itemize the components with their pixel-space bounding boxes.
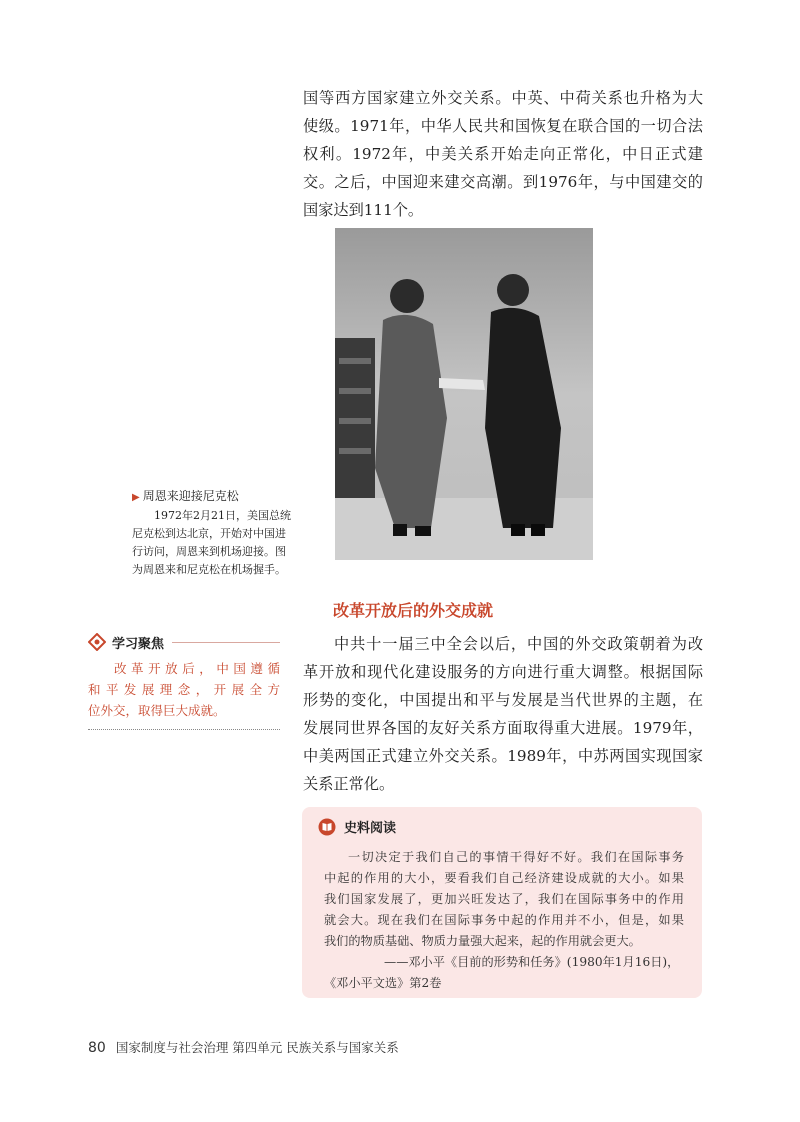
text-line: 中共十一届三中全会以后，中国的外交政策朝着为改 — [334, 635, 703, 653]
caption-body — [132, 507, 312, 579]
photo-caption — [132, 487, 312, 579]
study-focus-box — [88, 632, 280, 730]
dotted-divider — [88, 729, 280, 730]
header-rule — [172, 642, 280, 643]
caption-title-text: 周恩来迎接尼克松 — [142, 489, 239, 503]
quote-line: 我们国家发展了，更加兴旺发达了，我们在国际事务中的作用 — [324, 892, 684, 906]
quote-line: 就会大。现在我们在国际事务中起的作用并不小，但是，如果 — [324, 913, 684, 927]
quote-line: 一切决定于我们自己的事情干得好不好。我们在国际事务 — [348, 850, 684, 864]
caption-line: 为周恩来和尼克松在机场握手。 — [132, 563, 286, 576]
text-line: 国等西方国家建立外交关系。中英、中荷关系也升格为大 — [303, 89, 703, 107]
photo-illustration — [335, 228, 593, 560]
caption-line: 行访问，周恩来到机场迎接。图 — [132, 545, 286, 558]
study-focus-text — [88, 658, 280, 721]
main-paragraph — [303, 630, 703, 798]
quote-source: ——邓小平《目前的形势和任务》(1980年1月16日)， — [384, 955, 680, 969]
focus-line: 位外交，取得巨大成就。 — [88, 703, 226, 718]
text-line: 权利。1972年，中美关系开始走向正常化，中日正式建 — [303, 145, 703, 163]
intro-paragraph — [303, 84, 703, 224]
page-footer — [88, 1038, 399, 1056]
text-line: 使级。1971年，中华人民共和国恢复在联合国的一切合法 — [303, 117, 703, 135]
text-line: 关系正常化。 — [303, 775, 395, 793]
reading-label: 史料阅读 — [344, 821, 397, 836]
footer-text: 国家制度与社会治理 第四单元 民族关系与国家关系 — [115, 1040, 399, 1055]
quote-source-book: 《邓小平文选》第2卷 — [324, 976, 442, 990]
triangle-marker-icon: ▶ — [132, 492, 140, 503]
caption-line: 1972年2月21日，美国总统 — [154, 509, 291, 522]
book-icon — [318, 818, 336, 836]
study-focus-header — [88, 632, 280, 652]
reading-quote — [324, 847, 684, 994]
caption-title — [132, 487, 312, 507]
focus-line: 和平发展理念，开展全方 — [88, 682, 280, 697]
quote-line: 中起的作用的大小，要看我们自己经济建设成就的大小。如果 — [324, 871, 684, 885]
study-focus-label: 学习聚焦 — [112, 636, 165, 652]
caption-line: 尼克松到达北京，开始对中国进 — [132, 527, 286, 540]
text-line: 中美两国正式建立外交关系。1989年，中苏两国实现国家 — [303, 747, 703, 765]
nixon-zhou-handshake-photo — [335, 228, 593, 560]
text-line: 交。之后，中国迎来建交高潮。到1976年，与中国建交的 — [303, 173, 703, 191]
quote-line: 我们的物质基础、物质力量强大起来，起的作用就会更大。 — [324, 934, 641, 948]
text-line: 国家达到111个。 — [303, 201, 424, 219]
focus-line: 改革开放后，中国遵循 — [114, 661, 280, 676]
text-line: 形势的变化，中国提出和平与发展是当代世界的主题，在 — [303, 691, 703, 709]
reading-header — [318, 817, 396, 836]
section-heading: 改革开放后的外交成就 — [333, 601, 494, 620]
text-line: 发展同世界各国的友好关系方面取得重大进展。1979年， — [303, 719, 703, 737]
focus-target-icon — [88, 633, 106, 651]
historical-reading-box — [302, 807, 702, 998]
page-number: 80 — [88, 1040, 106, 1056]
text-line: 革开放和现代化建设服务的方向进行重大调整。根据国际 — [303, 663, 703, 681]
